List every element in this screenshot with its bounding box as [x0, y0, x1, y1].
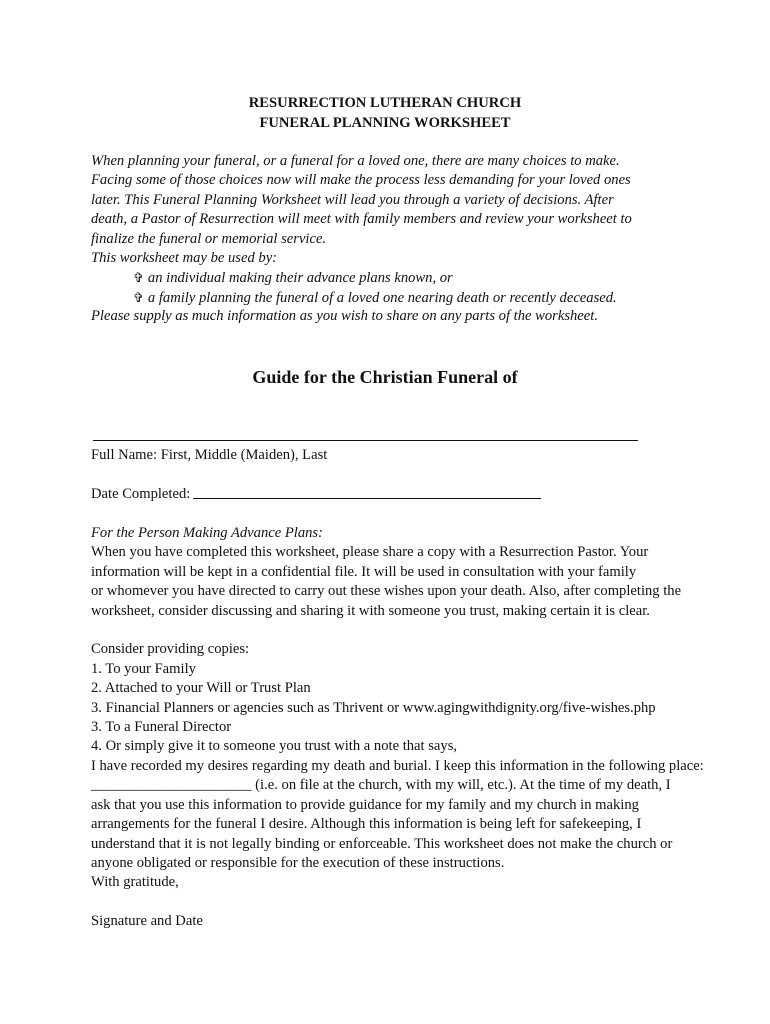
advance-line: When you have completed this worksheet, please share a copy with a Resurrection Pastor. Your — [91, 544, 649, 560]
signature-date-label: Signature and Date — [91, 913, 203, 929]
cross-icon: ✞ — [133, 290, 144, 305]
copies-list-item: 4. Or simply give it to someone you trust with a note that says, — [91, 738, 458, 754]
intro-line: When planning your funeral, or a funeral for a loved one, there are many choices to make. — [91, 153, 620, 169]
intro-line: finalize the funeral or memorial service. — [91, 231, 327, 247]
advance-line: worksheet, consider discussing and sharing it with someone you trust, making certain it is clear. — [91, 603, 650, 619]
intro-line: later. This Funeral Planning Worksheet will lead you through a variety of decisions. After — [91, 192, 614, 208]
intro-line: death, a Pastor of Resurrection will meet with family members and review your worksheet to — [91, 211, 632, 227]
advance-line: information will be kept in a confidential file. It will be used in consultation with your family — [91, 564, 637, 580]
worksheet-title-heading: FUNERAL PLANNING WORKSHEET — [259, 115, 511, 131]
gratitude-line: With gratitude, — [91, 874, 179, 890]
note-line: arrangements for the funeral I desire. Although this information is being left for safekeeping, I — [91, 816, 642, 832]
note-line: anyone obligated or responsible for the execution of these instructions. — [91, 855, 505, 871]
advance-line: or whomever you have directed to carry out these wishes upon your death. Also, after completing the — [91, 583, 682, 599]
guide-title: Guide for the Christian Funeral of — [252, 367, 518, 387]
date-completed-label: Date Completed: — [91, 486, 191, 502]
note-line: I have recorded my desires regarding my death and burial. I keep this information in the following place: — [91, 758, 704, 774]
note-line: understand that it is not legally binding or enforceable. This worksheet does not make the church or — [91, 836, 673, 852]
intro-bullet-item — [133, 288, 617, 309]
intro-bullet-item — [133, 268, 453, 289]
church-name-heading: RESURRECTION LUTHERAN CHURCH — [248, 95, 522, 111]
copies-heading: Consider providing copies: — [91, 641, 250, 657]
date-completed-line[interactable] — [193, 498, 541, 499]
copies-list-item: 3. To a Funeral Director — [91, 719, 232, 735]
intro-line: Facing some of those choices now will make the process less demanding for your loved ones — [91, 172, 631, 188]
copies-list-item: 1. To your Family — [91, 661, 196, 677]
copies-list-item: 2. Attached to your Will or Trust Plan — [91, 680, 311, 696]
cross-icon: ✞ — [133, 270, 144, 285]
note-line: ask that you use this information to provide guidance for my family and my church in making — [91, 797, 639, 813]
intro-line: This worksheet may be used by: — [91, 250, 278, 266]
advance-plans-heading: For the Person Making Advance Plans: — [91, 525, 323, 541]
intro-bullet-text: a family planning the funeral of a loved one nearing death or recently deceased. — [147, 290, 617, 306]
intro-closing-line: Please supply as much information as you wish to share on any parts of the worksheet. — [91, 308, 598, 324]
intro-bullet-text: an individual making their advance plans known, or — [147, 270, 453, 286]
full-name-label: Full Name: First, Middle (Maiden), Last — [91, 447, 328, 463]
full-name-line[interactable] — [93, 440, 638, 441]
note-line: ______________________ (i.e. on file at the church, with my will, etc.). At the time of my death, I — [91, 777, 671, 793]
copies-list-item: 3. Financial Planners or agencies such as Thrivent or www.agingwithdignity.org/five-wishes.php — [91, 700, 656, 716]
